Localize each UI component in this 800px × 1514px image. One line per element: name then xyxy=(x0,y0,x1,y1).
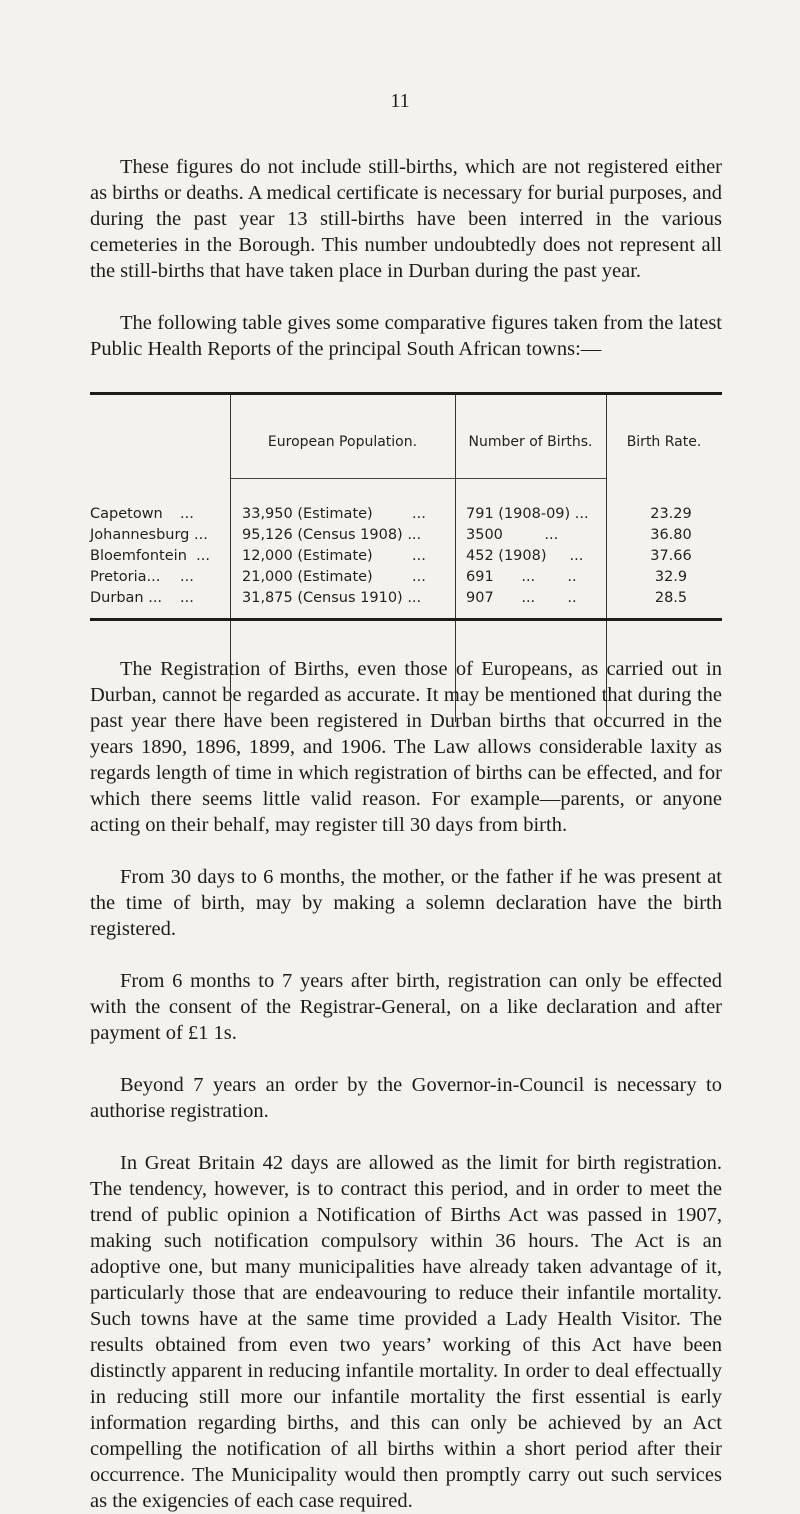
town-name: Capetown xyxy=(90,506,163,522)
table-cell-births: 791 (1908-09) ... xyxy=(466,506,589,522)
paragraph-text: From 30 days to 6 months, the mother, or the father if he was present at the time of birth, may by making a solemn declaration have the birth registered. xyxy=(90,866,722,940)
table-cell-town xyxy=(90,569,200,585)
table-cell-births: 452 (1908) ... xyxy=(466,548,584,564)
paragraph-text: In Great Britain 42 days are allowed as the limit for birth registration. The tendency, however, is to contract this period, and in order to meet the trend of public opinion a Notification of Births Act was passed in 1907, making such notification compulsory within 36 hours. The Act is an adoptive one, but many municipalities have already taken advantage of it, particularly those that are endeavouring to reduce their infantile mortality. Such towns have at the same time provided a Lady Health Visitor. The results obtained from even two years’ working of this Act have been distinctly apparent in reducing infantile mortality. In order to deal effectually in reducing still more our infantile mortality the first essential is early information regarding births, and this can only be achieved by an Act compelling the notification of all births within a short period after their occurrence. The Municipality would then promptly carry out such services as the exigencies of each case required. xyxy=(90,1152,722,1512)
leader-dots: ... xyxy=(180,590,194,606)
table-cell-population xyxy=(242,569,426,585)
leader-dots: ... xyxy=(412,569,426,585)
paragraph-text: Beyond 7 years an order by the Governor-in-Council is necessary to authorise registration. xyxy=(90,1074,722,1122)
table-cell-population: 95,126 (Census 1908) ... xyxy=(242,527,422,543)
leader-dots: ... xyxy=(180,569,194,585)
table-cell-rate: 23.29 xyxy=(650,506,692,522)
table-cell-population: 31,875 (Census 1910) ... xyxy=(242,590,422,606)
table-top-rule xyxy=(90,392,722,395)
leader-dots: ... xyxy=(412,506,426,522)
paragraph-still-births xyxy=(90,154,722,284)
header-birth-rate: Birth Rate. xyxy=(626,434,702,450)
table-cell-town xyxy=(90,590,200,606)
paragraph-6-months xyxy=(90,968,722,1046)
table-cell-population xyxy=(242,506,426,522)
table-header-rule xyxy=(230,478,606,479)
town-name: Durban ... xyxy=(90,590,163,606)
table-cell-rate: 37.66 xyxy=(650,548,692,564)
paragraph-text: From 6 months to 7 years after birth, registration can only be effected with the consent of the Registrar-General, on a like declaration and after payment of £1 1s. xyxy=(90,970,722,1044)
table-cell-population xyxy=(242,548,426,564)
paragraph-text: The Registration of Births, even those of Europeans, as carried out in Durban, cannot be regarded as accurate. It may be mentioned that during the past year there have been registered in Durban births that occurred in the years 1890, 1896, 1899, and 1906. The Law allows considerable laxity as regards length of time in which registration of births can be effected, and for which there seems little valid reason. For example—parents, or anyone acting on their behalf, may register till 30 days from birth. xyxy=(90,658,722,836)
paragraph-great-britain xyxy=(90,1150,722,1514)
town-name: Pretoria... xyxy=(90,569,161,585)
paragraph-30-days xyxy=(90,864,722,942)
header-european-population: European Population. xyxy=(267,434,418,450)
leader-dots: ... xyxy=(180,506,194,522)
page-number: 11 xyxy=(390,90,410,112)
table-cell-births: 3500 ... xyxy=(466,527,559,543)
population-value: 33,950 (Estimate) xyxy=(242,506,373,522)
paragraph-text: The following table gives some comparative figures taken from the latest Public Health Reports of the principal South African towns:— xyxy=(90,312,722,360)
table-cell-rate: 36.80 xyxy=(650,527,692,543)
table-cell-births: 907 ... .. xyxy=(466,590,577,606)
comparison-table xyxy=(90,392,722,624)
header-number-of-births: Number of Births. xyxy=(468,434,593,450)
table-cell-town xyxy=(90,527,208,543)
table-cell-town xyxy=(90,506,200,522)
population-value: 21,000 (Estimate) xyxy=(242,569,373,585)
paragraph-registration xyxy=(90,656,722,838)
table-cell-town xyxy=(90,548,210,564)
paragraph-table-intro xyxy=(90,310,722,362)
table-cell-births: 691 ... .. xyxy=(466,569,577,585)
paragraph-text: These figures do not include still-births, which are not registered either as births or deaths. A medical certificate is necessary for burial purposes, and during the past year 13 still-births have been interred in the various cemeteries in the Borough. This number undoubtedly does not represent all the still-births that have taken place in Durban during the past year. xyxy=(90,156,722,282)
table-cell-rate: 32.9 xyxy=(654,569,688,585)
paragraph-7-years xyxy=(90,1072,722,1124)
leader-dots: ... xyxy=(412,548,426,564)
town-name: Bloemfontein ... xyxy=(90,548,210,564)
table-cell-rate: 28.5 xyxy=(654,590,688,606)
town-name: Johannesburg ... xyxy=(90,527,208,543)
population-value: 12,000 (Estimate) xyxy=(242,548,373,564)
table-bottom-rule xyxy=(90,618,722,621)
